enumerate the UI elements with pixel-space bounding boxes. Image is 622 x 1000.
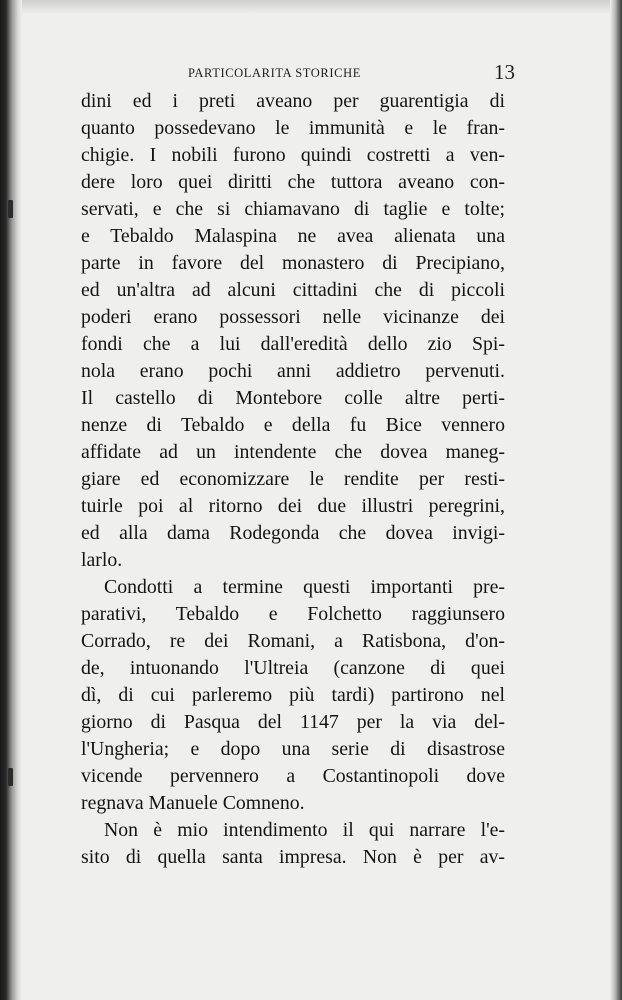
text-line: parativi, Tebaldo e Folchetto raggiunsero bbox=[81, 603, 505, 625]
text-line: quanto possedevano le immunità e le fran- bbox=[81, 117, 505, 139]
text-line: servati, e che si chiamavano di taglie e tolte; bbox=[81, 198, 505, 220]
text-line: l'Ungheria; e dopo una serie di disastrose bbox=[81, 738, 505, 760]
text-line: tuirle poi al ritorno dei due illustri peregrini, bbox=[81, 495, 505, 517]
text-line: Non è mio intendimento il qui narrare l'e- bbox=[104, 819, 505, 841]
text-line: chigie. I nobili furono quindi costretti a ven- bbox=[81, 144, 505, 166]
text-line: nenze di Tebaldo e della fu Bice vennero bbox=[81, 414, 505, 436]
text-line: regnava Manuele Comneno. bbox=[81, 792, 305, 814]
running-head: PARTICOLARITA STORICHE bbox=[188, 66, 361, 80]
text-line: vicende pervennero a Costantinopoli dove bbox=[81, 765, 505, 787]
text-line: nola erano pochi anni addietro pervenuti. bbox=[81, 360, 505, 382]
text-line: giorno di Pasqua del 1147 per la via del- bbox=[81, 711, 505, 733]
text-line: larlo. bbox=[81, 549, 123, 571]
page-number: 13 bbox=[494, 60, 515, 84]
margin-mark bbox=[8, 768, 13, 786]
text-line: poderi erano possessori nelle vicinanze dei bbox=[81, 306, 505, 328]
text-line: parte in favore del monastero di Precipiano, bbox=[81, 252, 505, 274]
text-line: de, intuonando l'Ultreia (canzone di quei bbox=[81, 657, 505, 679]
page-header bbox=[150, 60, 515, 82]
text-line: sito di quella santa impresa. Non è per av- bbox=[81, 846, 505, 868]
text-line: dini ed i preti aveano per guarentigia di bbox=[81, 90, 505, 112]
text-line: ed un'altra ad alcuni cittadini che di piccoli bbox=[81, 279, 505, 301]
page-right-edge bbox=[610, 0, 622, 1000]
page-top-edge bbox=[0, 0, 622, 14]
text-line: fondi che a lui dall'eredità dello zio Spi- bbox=[81, 333, 505, 355]
text-line: dì, di cui parleremo più tardi) partirono nel bbox=[81, 684, 505, 706]
text-line: dere loro quei diritti che tuttora aveano con- bbox=[81, 171, 505, 193]
text-line: Corrado, re dei Romani, a Ratisbona, d'on- bbox=[81, 630, 505, 652]
text-line: affidate ad un intendente che dovea maneg- bbox=[81, 441, 505, 463]
margin-mark bbox=[8, 200, 13, 218]
text-line: Condotti a termine questi importanti pre- bbox=[104, 576, 505, 598]
text-line: e Tebaldo Malaspina ne avea alienata una bbox=[81, 225, 505, 247]
text-line: giare ed economizzare le rendite per resti- bbox=[81, 468, 505, 490]
text-line: Il castello di Montebore colle altre perti- bbox=[81, 387, 505, 409]
book-gutter-shadow bbox=[0, 0, 22, 1000]
text-line: ed alla dama Rodegonda che dovea invigi- bbox=[81, 522, 505, 544]
